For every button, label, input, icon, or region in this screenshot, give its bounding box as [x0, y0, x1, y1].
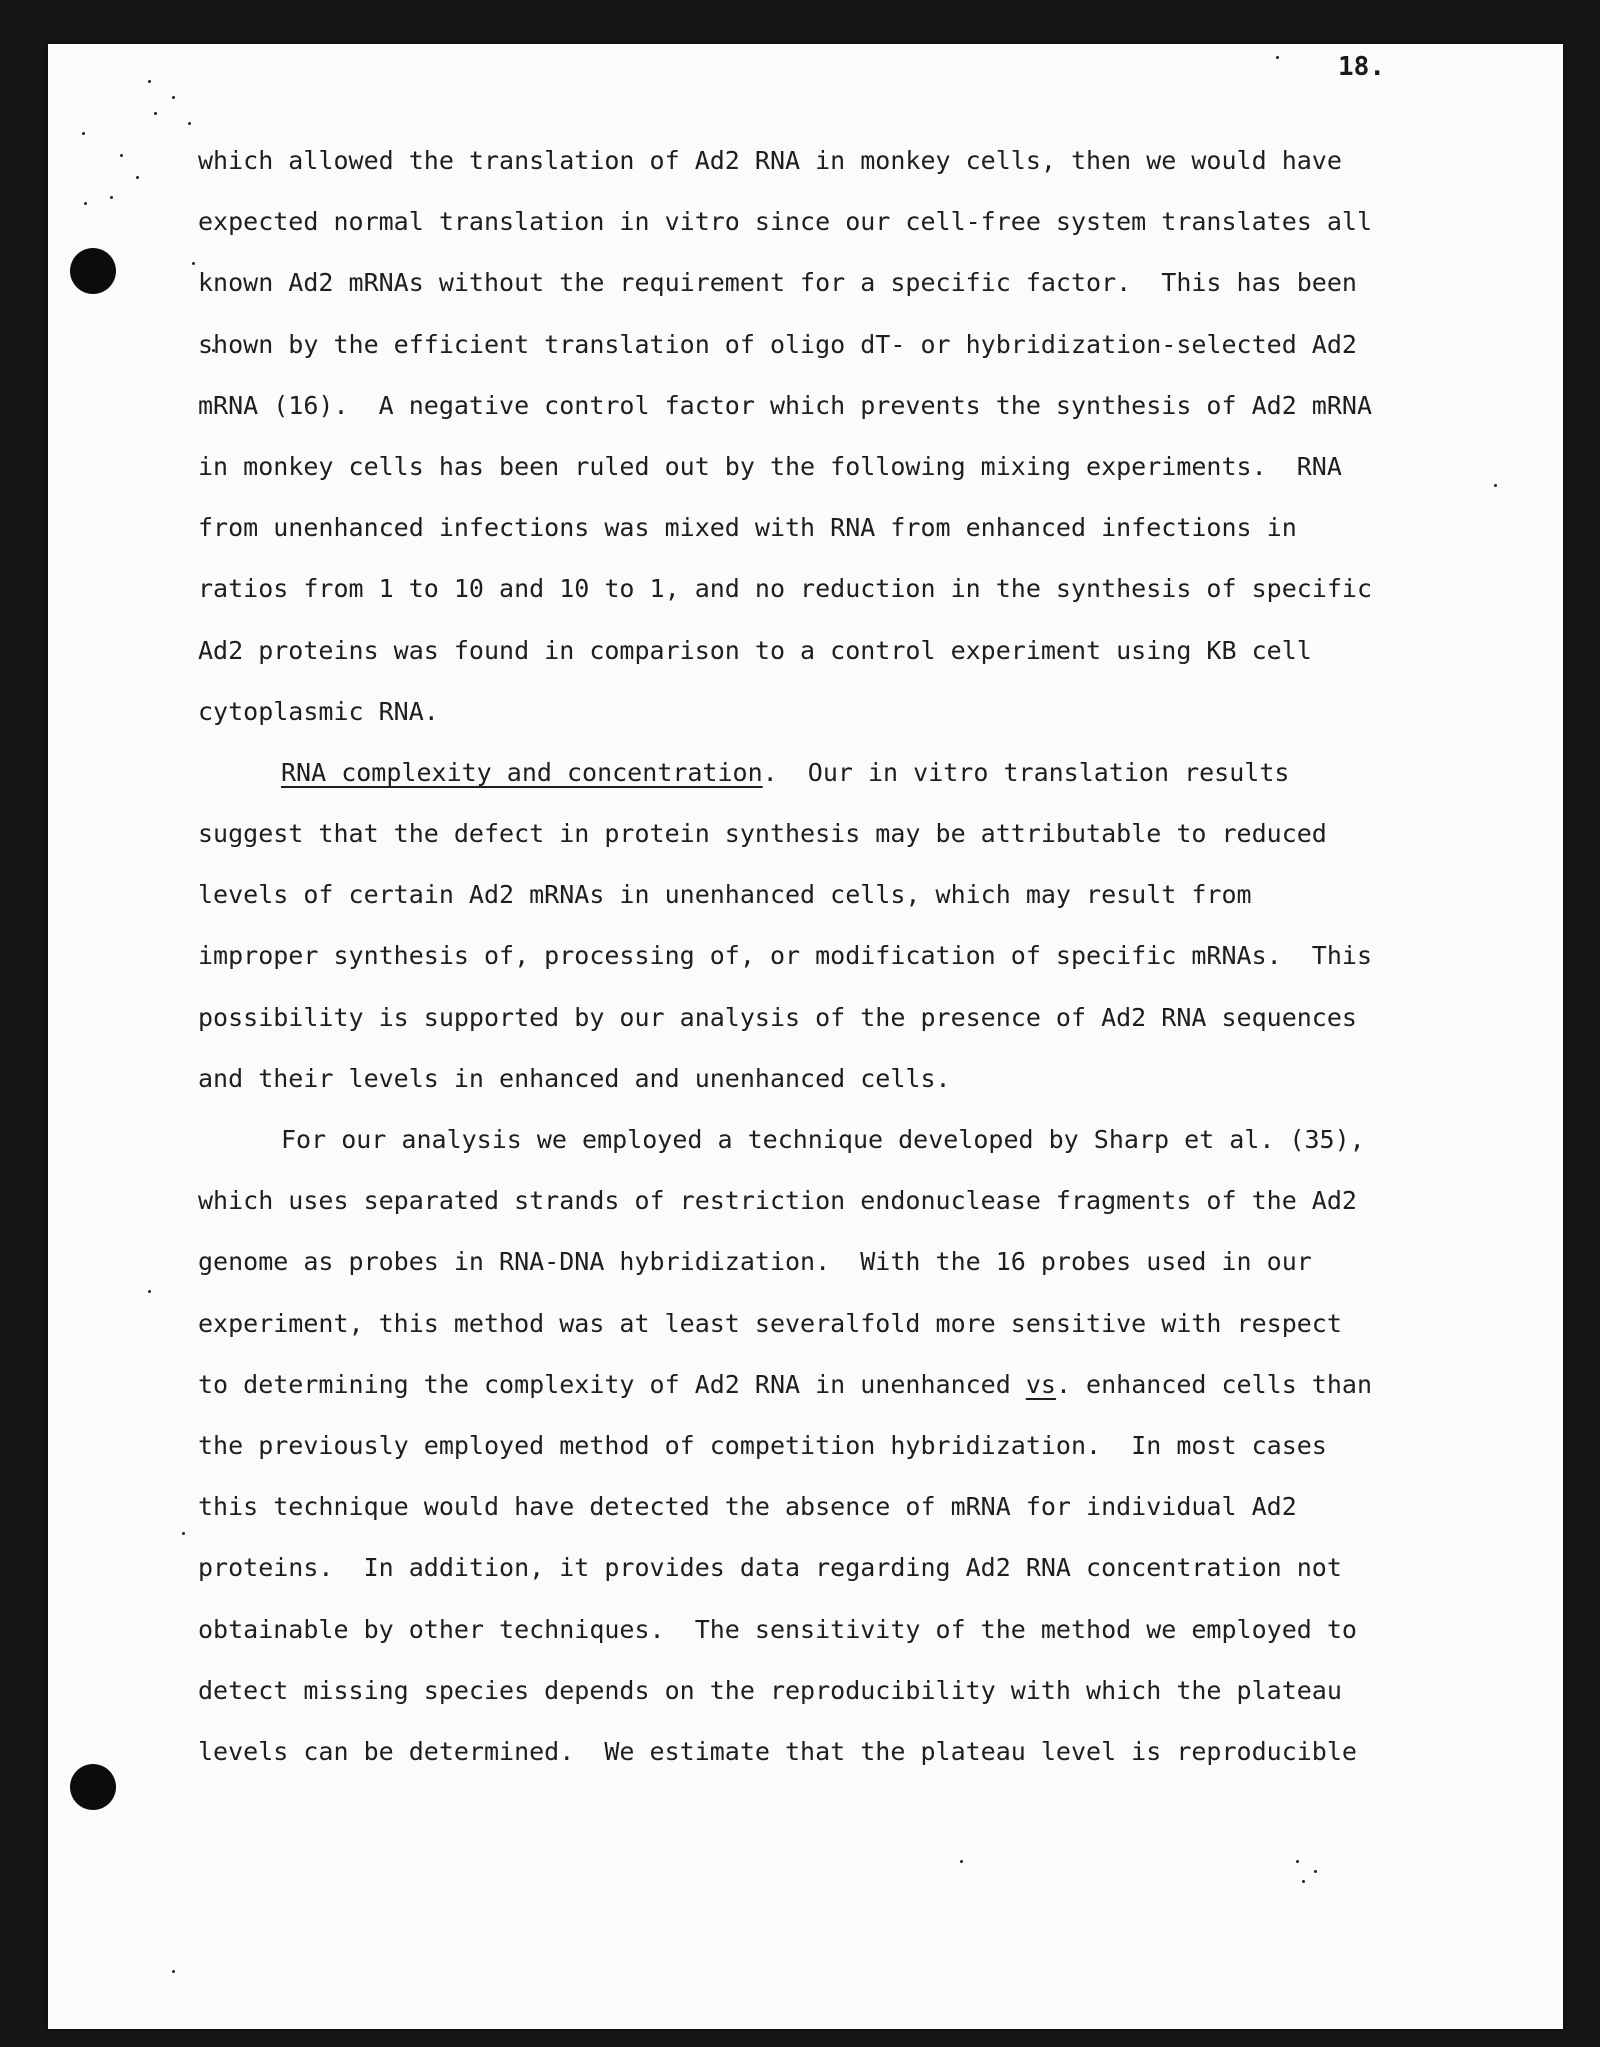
- text-line: the previously employed method of competition hybridization. In most cases: [198, 1430, 1327, 1460]
- speck: [136, 176, 139, 179]
- speck: [120, 154, 123, 157]
- text-line: experiment, this method was at least severalfold more sensitive with respect: [198, 1308, 1342, 1338]
- speck: [192, 262, 195, 265]
- text-line: improper synthesis of, processing of, or modification of specific mRNAs. This: [198, 941, 1372, 971]
- punch-hole-top: [70, 248, 116, 294]
- section-heading-line: [198, 742, 1438, 803]
- text-line: this technique would have detected the absence of mRNA for individual Ad2: [198, 1492, 1297, 1522]
- text-line: obtainable by other techniques. The sensitivity of the method we employed to: [198, 1614, 1357, 1644]
- text-line: shown by the efficient translation of oligo dT- or hybridization-selected Ad2: [198, 329, 1357, 359]
- text-line: detect missing species depends on the reproducibility with which the plateau: [198, 1675, 1342, 1705]
- speck: [1494, 484, 1497, 487]
- page-number: 18.: [1338, 52, 1385, 82]
- speck: [82, 132, 85, 135]
- speck: [182, 1532, 185, 1535]
- speck: [172, 1970, 175, 1973]
- text-line: [198, 1354, 1438, 1415]
- text-line: proteins. In addition, it provides data regarding Ad2 RNA concentration not: [198, 1553, 1342, 1583]
- speck: [172, 96, 175, 99]
- text-line-rest: . enhanced cells than: [1055, 1369, 1373, 1399]
- speck: [1314, 1870, 1317, 1873]
- speck: [84, 202, 87, 205]
- text-line: which allowed the translation of Ad2 RNA in monkey cells, then we would have: [198, 146, 1342, 175]
- text-line: and their levels in enhanced and unenhanced cells.: [198, 1063, 951, 1093]
- text-line-start: to determining the complexity of Ad2 RNA in unenhanced: [198, 1369, 1026, 1399]
- text-line: genome as probes in RNA-DNA hybridization. With the 16 probes used in our: [198, 1247, 1312, 1277]
- body-text: [198, 130, 1438, 1782]
- text-line-rest: . Our in vitro translation results: [762, 757, 1290, 787]
- text-line: Ad2 proteins was found in comparison to a control experiment using KB cell: [198, 635, 1312, 665]
- text-line: from unenhanced infections was mixed with RNA from enhanced infections in: [198, 513, 1297, 543]
- speck: [1302, 1880, 1305, 1883]
- text-line: For our analysis we employed a technique developed by Sharp et al. (35),: [281, 1125, 1365, 1154]
- text-line: levels of certain Ad2 mRNAs in unenhanced cells, which may result from: [198, 880, 1252, 910]
- underlined-word: vs: [1025, 1369, 1056, 1399]
- speck: [154, 112, 157, 115]
- speck: [148, 80, 151, 83]
- document-page: [48, 44, 1563, 2029]
- text-line: levels can be determined. We estimate that the plateau level is reproducible: [198, 1736, 1357, 1766]
- text-line: expected normal translation in vitro since our cell-free system translates all: [198, 207, 1372, 237]
- text-line: suggest that the defect in protein synthesis may be attributable to reduced: [198, 819, 1327, 849]
- section-heading: RNA complexity and concentration: [281, 757, 763, 787]
- speck: [960, 1860, 963, 1863]
- speck: [1296, 1860, 1299, 1863]
- speck: [110, 196, 113, 199]
- speck: [1276, 56, 1279, 59]
- text-line: known Ad2 mRNAs without the requirement for a specific factor. This has been: [198, 268, 1357, 298]
- speck: [148, 1290, 151, 1293]
- text-line: ratios from 1 to 10 and 10 to 1, and no reduction in the synthesis of specific: [198, 574, 1372, 604]
- text-line: in monkey cells has been ruled out by the following mixing experiments. RNA: [198, 451, 1342, 481]
- text-line: cytoplasmic RNA.: [198, 696, 439, 726]
- text-line: mRNA (16). A negative control factor which prevents the synthesis of Ad2 mRNA: [198, 390, 1372, 420]
- text-line: which uses separated strands of restriction endonuclease fragments of the Ad2: [198, 1186, 1357, 1216]
- text-line: possibility is supported by our analysis of the presence of Ad2 RNA sequences: [198, 1002, 1357, 1032]
- speck: [188, 122, 191, 125]
- punch-hole-bottom: [70, 1764, 116, 1810]
